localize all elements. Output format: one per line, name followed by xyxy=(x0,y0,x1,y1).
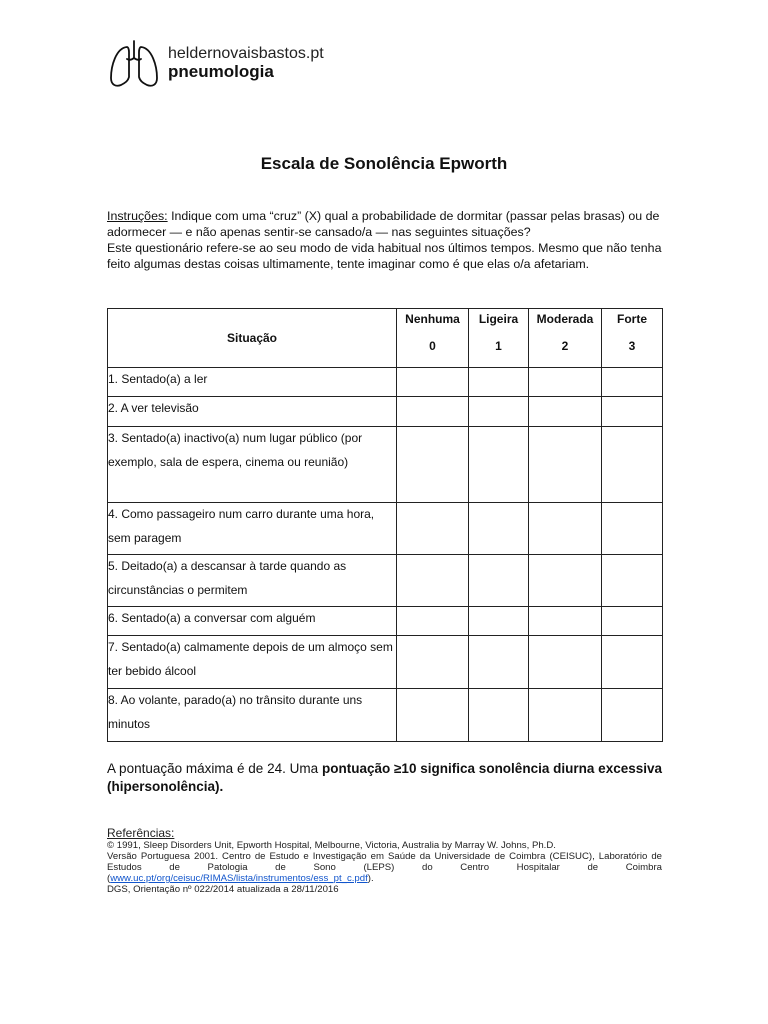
answer-cell-3[interactable] xyxy=(602,503,663,555)
answer-cell-2[interactable] xyxy=(529,503,602,555)
situation-7: 7. Sentado(a) calmamente depois de um almoço sem ter bebido álcool xyxy=(108,636,397,689)
situation-6: 6. Sentado(a) a conversar com alguém xyxy=(108,607,397,636)
col-label: Forte xyxy=(617,312,647,326)
reference-2-link[interactable]: www.uc.pt/org/ceisuc/RIMAS/lista/instrumentos/ess_pt_c.pdf xyxy=(110,873,368,884)
col-header-forte xyxy=(602,309,663,368)
col-header-moderada xyxy=(529,309,602,368)
instructions-text-1: Indique com uma “cruz” (X) qual a probabilidade de dormitar (passar pelas brasas) ou de adormecer — e não apenas sentir-se cansado/a — nas seguintes situações? xyxy=(107,209,660,239)
answer-cell-3[interactable] xyxy=(602,636,663,689)
answer-cell-2[interactable] xyxy=(529,636,602,689)
table-header-row xyxy=(108,309,663,368)
table-row xyxy=(108,397,663,427)
situation-3: 3. Sentado(a) inactivo(a) num lugar público (por exemplo, sala de espera, cinema ou reunião) xyxy=(108,427,397,503)
answer-cell-1[interactable] xyxy=(469,555,529,607)
answer-cell-0[interactable] xyxy=(397,607,469,636)
reference-2 xyxy=(107,851,662,884)
answer-cell-1[interactable] xyxy=(469,689,529,742)
situation-8: 8. Ao volante, parado(a) no trânsito durante uns minutos xyxy=(108,689,397,742)
answer-cell-0[interactable] xyxy=(397,503,469,555)
epworth-table xyxy=(107,308,663,742)
table-row xyxy=(108,636,663,689)
table-row xyxy=(108,427,663,503)
instructions xyxy=(107,208,665,272)
logo-site-name: heldernovaisbastos.pt xyxy=(168,45,324,62)
col-header-ligeira xyxy=(469,309,529,368)
instructions-label: Instruções: xyxy=(107,209,168,223)
answer-cell-2[interactable] xyxy=(529,607,602,636)
table-row xyxy=(108,368,663,397)
instructions-text-2: Este questionário refere-se ao seu modo de vida habitual nos últimos tempos. Mesmo que não tenha feito algumas destas coisas ultimamente, tente imaginar como é que elas o/a afetariam. xyxy=(107,241,662,271)
answer-cell-1[interactable] xyxy=(469,636,529,689)
col-label: Moderada xyxy=(536,312,594,326)
lungs-icon xyxy=(108,38,160,90)
answer-cell-1[interactable] xyxy=(469,607,529,636)
reference-2-text: Versão Portuguesa 2001. Centro de Estudo e Investigação em Saúde da Universidade de Coimbra (CEISUC), Laboratório de Estudos de Patologia de Sono (LEPS) do Centro Hospitalar de Coimbra ( xyxy=(107,851,662,884)
situation-5: 5. Deitado(a) a descansar à tarde quando as circunstâncias o permitem xyxy=(108,555,397,607)
answer-cell-1[interactable] xyxy=(469,503,529,555)
answer-cell-0[interactable] xyxy=(397,555,469,607)
answer-cell-1[interactable] xyxy=(469,427,529,503)
answer-cell-3[interactable] xyxy=(602,427,663,503)
answer-cell-3[interactable] xyxy=(602,555,663,607)
col-value: 3 xyxy=(628,339,636,353)
reference-1: © 1991, Sleep Disorders Unit, Epworth Hospital, Melbourne, Victoria, Australia by Marray W. Johns, Ph.D. xyxy=(107,840,556,851)
answer-cell-2[interactable] xyxy=(529,368,602,397)
answer-cell-0[interactable] xyxy=(397,636,469,689)
situation-header: Situação xyxy=(108,309,397,368)
situation-1: 1. Sentado(a) a ler xyxy=(108,368,397,397)
answer-cell-1[interactable] xyxy=(469,368,529,397)
answer-cell-2[interactable] xyxy=(529,397,602,427)
table-row xyxy=(108,555,663,607)
reference-3: DGS, Orientação nº 022/2014 atualizada a 28/11/2016 xyxy=(107,884,339,895)
references-title: Referências: xyxy=(107,826,175,840)
col-label: Ligeira xyxy=(478,312,519,326)
reference-2-end: ). xyxy=(367,873,374,884)
answer-cell-3[interactable] xyxy=(602,368,663,397)
answer-cell-0[interactable] xyxy=(397,397,469,427)
score-text: A pontuação máxima é de 24. Uma xyxy=(107,761,322,776)
col-value: 2 xyxy=(561,339,569,353)
answer-cell-2[interactable] xyxy=(529,555,602,607)
score-bold-text: pontuação ≥10 significa sonolência diurna excessiva (hipersonolência). xyxy=(107,761,662,794)
answer-cell-3[interactable] xyxy=(602,607,663,636)
table-row xyxy=(108,607,663,636)
answer-cell-3[interactable] xyxy=(602,689,663,742)
page-title: Escala de Sonolência Epworth xyxy=(260,154,508,173)
answer-cell-2[interactable] xyxy=(529,689,602,742)
answer-cell-0[interactable] xyxy=(397,689,469,742)
header-logo xyxy=(108,38,324,90)
table-row xyxy=(108,503,663,555)
answer-cell-2[interactable] xyxy=(529,427,602,503)
table-row xyxy=(108,689,663,742)
col-header-nenhuma xyxy=(397,309,469,368)
references xyxy=(107,826,662,895)
logo-specialty: pneumologia xyxy=(168,61,274,81)
answer-cell-0[interactable] xyxy=(397,427,469,503)
answer-cell-1[interactable] xyxy=(469,397,529,427)
col-value: 1 xyxy=(495,339,502,353)
score-note xyxy=(107,760,662,796)
answer-cell-0[interactable] xyxy=(397,368,469,397)
situation-2: 2. A ver televisão xyxy=(108,397,397,427)
col-value: 0 xyxy=(429,339,436,353)
col-label: Nenhuma xyxy=(405,312,460,326)
situation-4: 4. Como passageiro num carro durante uma hora, sem paragem xyxy=(108,503,397,555)
answer-cell-3[interactable] xyxy=(602,397,663,427)
